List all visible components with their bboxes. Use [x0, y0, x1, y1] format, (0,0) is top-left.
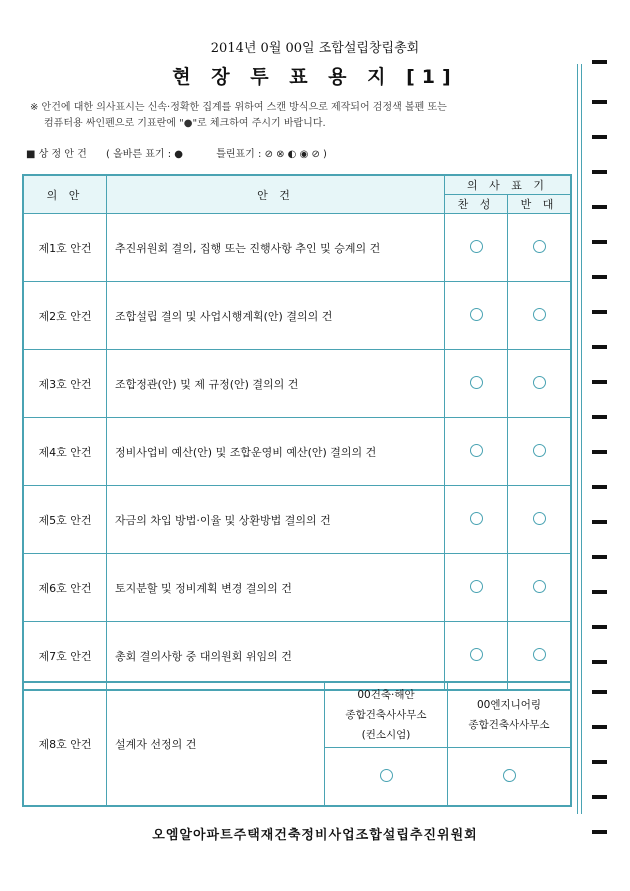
timing-mark: [592, 725, 607, 729]
vote-no-circle[interactable]: [533, 444, 546, 457]
item-number: 제5호 안건: [23, 486, 107, 554]
timing-mark: [592, 555, 607, 559]
page-title: 현 장 투 표 용 지 [1]: [172, 66, 458, 88]
candidate-1-line-3: (컨소시엄): [361, 729, 411, 741]
item-number: 제1호 안건: [23, 214, 107, 282]
candidate-2: [448, 682, 572, 748]
item-number: 제2호 안건: [23, 282, 107, 350]
timing-mark: [592, 100, 607, 104]
item-number: 제3호 안건: [23, 350, 107, 418]
vote-yes-circle[interactable]: [470, 240, 483, 253]
wrong-mark-note: 틀린표기 : ⊘ ⊗ ◐ ◉ ⊘ ): [216, 149, 327, 160]
timing-mark: [592, 275, 607, 279]
col-vote-header: 의 사 표 기: [445, 175, 572, 195]
item-text: 조합정관(안) 및 제 규정(안) 결의의 건: [107, 350, 445, 418]
timing-mark: [592, 520, 607, 524]
item8-table: [22, 681, 572, 807]
candidate-1-line-2: 종합건축사사무소: [345, 709, 427, 721]
col-agenda-header: 안 건: [107, 175, 445, 214]
table-row: [23, 282, 571, 350]
item-text: 추진위원회 결의, 집행 또는 진행사항 추인 및 승계의 건: [107, 214, 445, 282]
vote-yes-circle[interactable]: [470, 444, 483, 457]
vote-yes-circle[interactable]: [470, 648, 483, 661]
item-text: 총회 결의사항 중 대의원회 위임의 건: [107, 622, 445, 691]
vote-no-circle[interactable]: [533, 308, 546, 321]
item-text: 조합설립 결의 및 사업시행계획(안) 결의의 건: [107, 282, 445, 350]
agenda-label: ■ 상 정 안 건: [26, 149, 87, 160]
timing-mark: [592, 485, 607, 489]
timing-mark: [592, 450, 607, 454]
timing-mark: [592, 345, 607, 349]
agenda-legend: [26, 145, 327, 160]
vote-no-circle[interactable]: [533, 240, 546, 253]
col-yes-header: 찬 성: [445, 195, 508, 214]
timing-mark: [592, 60, 607, 64]
timing-mark: [592, 660, 607, 664]
timing-mark: [592, 760, 607, 764]
vote-yes-circle[interactable]: [470, 308, 483, 321]
vote-candidate-1-circle[interactable]: [380, 769, 393, 782]
timing-mark: [592, 795, 607, 799]
timing-mark: [592, 205, 607, 209]
table-row: [23, 350, 571, 418]
correct-mark-note: ( 올바른 표기 : ●: [106, 149, 184, 160]
table-row: [23, 486, 571, 554]
table-row: [23, 554, 571, 622]
vote-no-circle[interactable]: [533, 512, 546, 525]
timing-mark: [592, 625, 607, 629]
organization-footer: 오엠알아파트주택재건축정비사업조합설립추진위원회: [152, 828, 478, 843]
item-text: 정비사업비 예산(안) 및 조합운영비 예산(안) 결의의 건: [107, 418, 445, 486]
instruction-notice: [30, 100, 570, 132]
item8-number: 제8호 안건: [23, 682, 107, 806]
table-row: [23, 418, 571, 486]
candidate-2-line-1: 00엔지니어링: [476, 699, 542, 711]
vote-no-circle[interactable]: [533, 648, 546, 661]
col-no-header: 반 대: [508, 195, 572, 214]
assembly-date-line: 2014년 0월 00일 조합설립창립총회: [210, 41, 420, 56]
timing-mark: [592, 690, 607, 694]
timing-mark: [592, 590, 607, 594]
vote-yes-circle[interactable]: [470, 580, 483, 593]
item-number: 제6호 안건: [23, 554, 107, 622]
timing-mark: [592, 310, 607, 314]
item-number: 제4호 안건: [23, 418, 107, 486]
timing-mark: [592, 170, 607, 174]
vote-candidate-2-circle[interactable]: [503, 769, 516, 782]
table-row: [23, 622, 571, 691]
timing-mark: [592, 240, 607, 244]
ballot-table: [22, 174, 572, 691]
item-text: 자금의 차입 방법·이율 및 상환방법 결의의 건: [107, 486, 445, 554]
notice-line-2: 컴퓨터용 싸인펜으로 기표란에 "●"로 체크하여 주시기 바랍니다.: [44, 118, 326, 129]
vote-no-circle[interactable]: [533, 580, 546, 593]
timing-mark: [592, 135, 607, 139]
timing-mark: [592, 380, 607, 384]
table-row: [23, 214, 571, 282]
candidate-2-line-2: 종합건축사사무소: [468, 719, 550, 731]
item-number: 제7호 안건: [23, 622, 107, 691]
item-text: 토지분할 및 정비계획 변경 결의의 건: [107, 554, 445, 622]
notice-line-1: ※ 안건에 대한 의사표시는 신속·정확한 집계를 위하여 스캔 방식으로 제작되어 검정색 볼펜 또는: [30, 102, 447, 113]
item8-text: 설계자 선정의 건: [107, 682, 325, 806]
timing-mark: [592, 415, 607, 419]
candidate-1-line-1: 00건축·해안: [357, 689, 415, 701]
scan-edge-rule: [577, 64, 582, 814]
vote-yes-circle[interactable]: [470, 512, 483, 525]
vote-yes-circle[interactable]: [470, 376, 483, 389]
candidate-1: [325, 682, 448, 748]
col-item-header: 의 안: [23, 175, 107, 214]
vote-no-circle[interactable]: [533, 376, 546, 389]
